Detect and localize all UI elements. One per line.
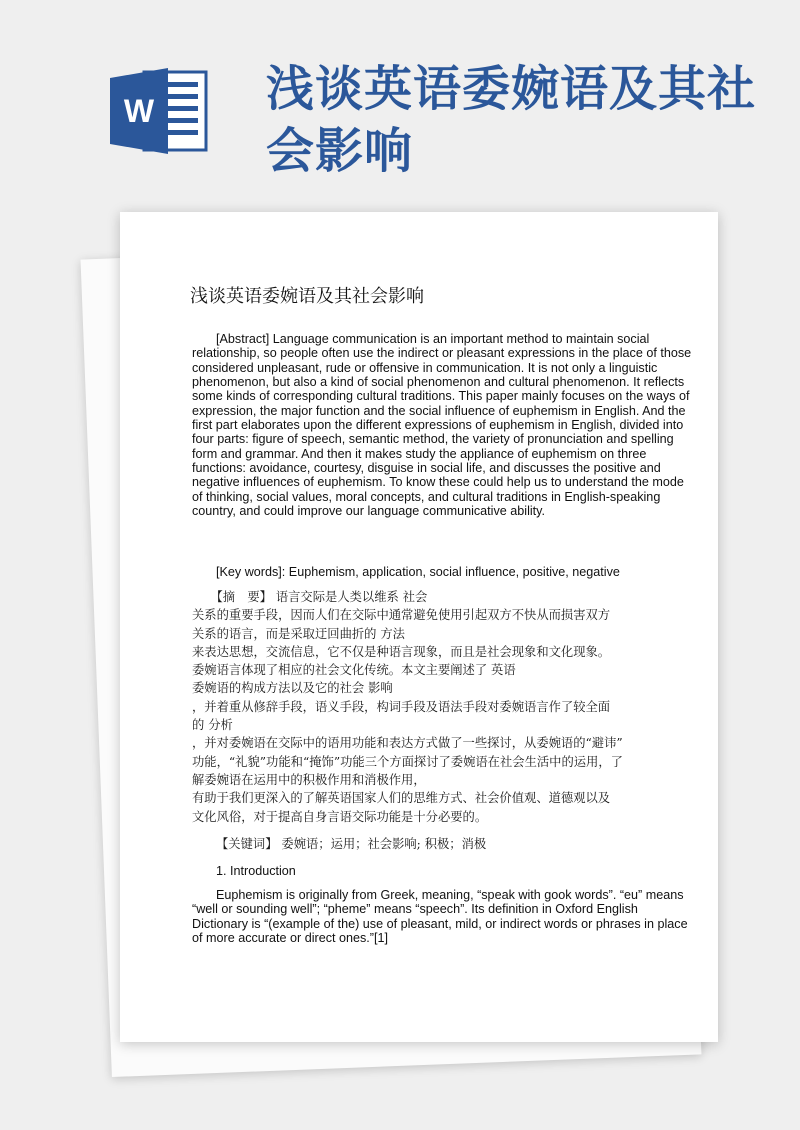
introduction-paragraph: Euphemism is originally from Greek, meaning, “speak with gook words”. “eu” means “well or sounding well”; “pheme” means “speech”. Its definition in Oxford English Dictionary is “(example of the) use of pleasant, mild, or indirect words or phrases in place of more accurate or direct ones.”[1] (192, 888, 688, 946)
abstract-en: [Abstract] Language communication is an important method to maintain social relationship, so people often use the indirect or pleasant expressions in the place of those considered unpleasant, rude or offensive in communication. It is not only a linguistic phenomenon, but also a kind of social phenomenon and cultural phenomenon. It reflects some kinds of corresponding cultural traditions. This paper mainly focuses on the ways of expression, the major function and the social influence of euphemism in English. And the first part elaborates upon the different expressions of euphemism in English, divided into four parts: figure of speech, semantic method, the variety of pronunciation and spelling form and grammar. And then it makes study the appliance of euphemism on three functions: avoidance, courtesy, disguise in social life, and discusses the positive and negative influences of euphemism. To know these could help us to understand the mode of thinking, social values, moral concepts, and cultural traditions in English-speaking country, and could improve our language communicative ability. (192, 332, 692, 519)
abstract-cn-line: ，并着重从修辞手段，语义手段，构词手段及语法手段对委婉语言作了较全面 (192, 699, 611, 714)
abstract-cn-line: 来表达思想，交流信息，它不仅是种语言现象，而且是社会现象和文化现象。 (192, 644, 611, 659)
abstract-cn-line: 文化风俗，对于提高自身言语交际功能是十分必要的。 (192, 809, 488, 824)
abstract-cn-line: 功能，“礼貌”功能和“掩饰”功能三个方面探讨了委婉语在社会生活中的运用，了 (192, 754, 623, 769)
header-title (266, 58, 766, 182)
document-page (120, 212, 718, 1042)
abstract-cn-line: 【摘 要】 语言交际是人类以维系 社会 (192, 590, 428, 604)
abstract-cn-line: 的 分析 (192, 718, 233, 733)
keywords-cn: 【关键词】 委婉语；运用；社会影响; 积极；消极 (216, 837, 487, 851)
abstract-cn-line: 解委婉语在运用中的积极作用和消极作用， (192, 772, 426, 787)
abstract-cn-line: ，并对委婉语在交际中的语用功能和表达方式做了一些探讨，从委婉语的“避讳” (192, 736, 623, 751)
abstract-cn-line: 关系的语言，而是采取迂回曲折的 方法 (192, 626, 405, 641)
word-icon-letter: W (123, 93, 155, 129)
word-document-icon (110, 68, 214, 154)
abstract-cn-line: 委婉语的构成方法以及它的社会 影响 (192, 681, 393, 696)
abstract-cn (192, 588, 692, 826)
abstract-cn-line: 关系的重要手段，因而人们在交际中通常避免使用引起双方不快从而损害双方 (192, 608, 611, 623)
header-title-line1: 浅谈英语委婉语及其社 (266, 61, 757, 117)
document-title: 浅谈英语委婉语及其社会影响 (190, 286, 424, 307)
section-heading-introduction: 1. Introduction (216, 864, 296, 878)
keywords-en: [Key words]: Euphemism, application, social influence, positive, negative (216, 565, 620, 579)
header-title-line2: 会影响 (266, 123, 414, 179)
abstract-cn-line: 有助于我们更深入的了解英语国家人们的思维方式、社会价值观、道德观以及 (192, 791, 611, 806)
abstract-cn-line: 委婉语言体现了相应的社会文化传统。本文主要阐述了 英语 (192, 663, 516, 678)
